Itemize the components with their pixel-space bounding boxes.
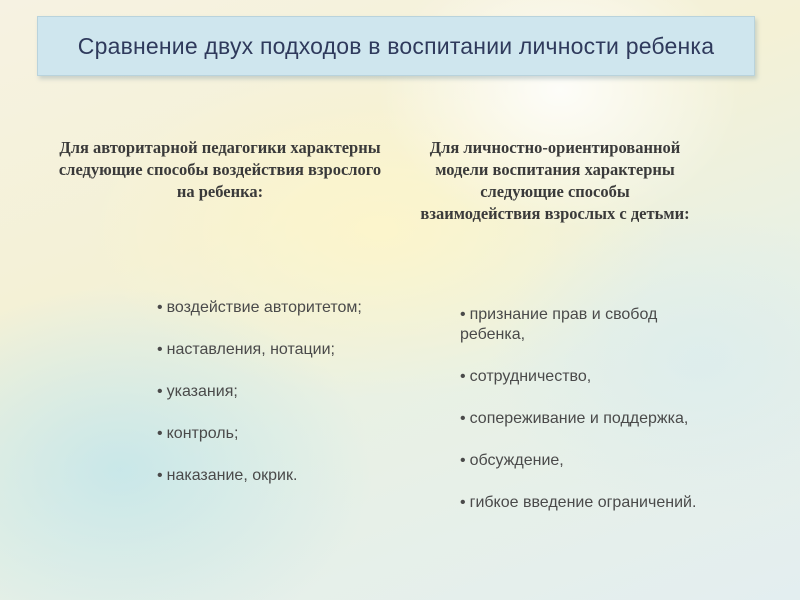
list-item bbox=[460, 451, 720, 471]
list-item-text: признание прав и свобод ребенка, bbox=[460, 306, 658, 343]
list-item-text: воздействие авторитетом; bbox=[166, 299, 362, 316]
list-item-text: гибкое введение ограничений. bbox=[469, 494, 697, 511]
list-item bbox=[460, 305, 720, 345]
left-column-heading: Для авторитарной педагогики характерны следующие способы воздействия взрослого на ребенка: bbox=[58, 138, 382, 201]
bullet-icon: • bbox=[157, 299, 163, 316]
bullet-icon: • bbox=[157, 383, 163, 400]
list-item-text: указания; bbox=[166, 383, 238, 400]
list-item bbox=[460, 409, 720, 429]
list-item-text: наставления, нотации; bbox=[166, 341, 335, 358]
list-item bbox=[157, 424, 397, 444]
list-item bbox=[157, 340, 397, 360]
list-item-text: сотрудничество, bbox=[469, 368, 592, 385]
list-item bbox=[157, 298, 397, 318]
bullet-icon: • bbox=[157, 425, 163, 442]
right-column-list bbox=[460, 305, 720, 513]
list-item bbox=[460, 493, 720, 513]
list-item bbox=[157, 466, 397, 486]
title-banner bbox=[37, 16, 755, 76]
right-column-heading: Для личностно-ориентированной модели воспитания характерны следующие способы взаимодействия взрослых с детьми: bbox=[420, 138, 690, 223]
bullet-icon: • bbox=[157, 341, 163, 358]
bullet-icon: • bbox=[460, 368, 466, 385]
bullet-icon: • bbox=[460, 306, 466, 323]
list-item-text: наказание, окрик. bbox=[166, 467, 298, 484]
slide-title: Сравнение двух подходов в воспитании личности ребенка bbox=[77, 32, 715, 59]
list-item bbox=[157, 382, 397, 402]
list-item-text: контроль; bbox=[166, 425, 239, 442]
bullet-icon: • bbox=[460, 452, 466, 469]
list-item-text: обсуждение, bbox=[469, 452, 564, 469]
left-column-list bbox=[157, 298, 397, 486]
bullet-icon: • bbox=[460, 494, 466, 511]
list-item-text: сопереживание и поддержка, bbox=[469, 410, 689, 427]
bullet-icon: • bbox=[157, 467, 163, 484]
bullet-icon: • bbox=[460, 410, 466, 427]
list-item bbox=[460, 367, 720, 387]
